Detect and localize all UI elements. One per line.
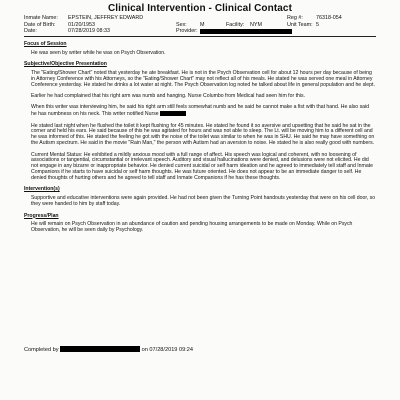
reg-value: 76318-054 xyxy=(316,15,342,21)
header-block xyxy=(24,15,380,35)
dob-label: Date of Birth: xyxy=(24,21,56,28)
note-body xyxy=(24,41,376,240)
nurse-name-redaction xyxy=(160,111,186,116)
header-row-1 xyxy=(24,15,380,22)
document-title: Clinical Intervention - Clinical Contact xyxy=(107,3,293,14)
footer-completed xyxy=(24,346,193,353)
completed-by-label: Completed by xyxy=(24,347,59,353)
focus-text: He was seen by writer while he was on Psych Observation. xyxy=(31,49,166,56)
date-value: 07/28/2019 08:33 xyxy=(68,28,110,35)
progress-text: He will remain on Psych Observation in an abundance of caution and pending housing arrangements to be made on Monday. While on Psych Observation, he will be seen daily by Psychology. xyxy=(31,221,353,234)
sex-value: M xyxy=(200,21,205,28)
interventions-text: Supportive and educative interventions were again provided. He had not been given the Turning Point handouts yesterday that were on his cell door, so they were handed to him by staff today. xyxy=(31,195,376,208)
focus-heading: Focus of Session xyxy=(24,41,67,47)
provider-redaction xyxy=(200,29,292,35)
facility-value: NYM xyxy=(250,21,262,28)
date-label: Date: xyxy=(24,28,37,35)
dob-value: 01/20/1953 xyxy=(68,21,95,28)
completed-on: on 07/28/2019 09:24 xyxy=(141,347,193,353)
subjective-heading: Subjective/Objective Presentation xyxy=(24,61,107,68)
header-row-2 xyxy=(24,22,380,29)
inmate-name-label: Inmate Name: xyxy=(24,15,58,21)
header-row-3 xyxy=(24,28,380,35)
subjective-paragraph-3-text: When this writer was interviewing him, he said his right arm still feels somewhat numb and he said he cannot make a fist with that hand. He also said he has numbness on his neck. This writer notified Nurse xyxy=(31,104,370,118)
subjective-paragraph-3 xyxy=(31,105,376,118)
subjective-paragraph-2: Earlier he had complained that his right arm was numb and hanging. Nurse Columbo from Medical had seen him for this. xyxy=(31,93,306,100)
sex-label: Sex: xyxy=(176,21,187,28)
facility-label: Facility: xyxy=(226,21,245,28)
unit-team-label: Unit Team: xyxy=(287,21,313,28)
completed-by-redaction xyxy=(60,346,140,352)
mental-status-paragraph: Current Mental Status: He exhibited a mildly anxious mood with a full range of affect. His speech was logical and coherent, with no loosening of associations or tangential, circumstantial or irrelevant speech. Auditory and visual hallucinations were denied, and delusions were not elicited. He did not engage in any bizarre or inappropriate behavior. He denied current suicidal or self harm ideation and he agreed to immediately tell staff and Inmate Companions if he starts to have suicidal or self harm thoughts. He was future oriented. He does not appear to be an immediate danger to self. He denied thoughts of hurting others and he agreed to tell staff and Inmate Companions if he has these thoughts. xyxy=(31,151,373,182)
reg-label: Reg #: xyxy=(287,15,303,21)
provider-label: Provider: xyxy=(176,28,198,35)
subjective-paragraph-4: He stated last night when he flushed the toilet it kept flushing for 45 minutes. He stated he found it so aversive and upsetting that he said he sat in the corner and held his ears. He said because of this he was agitated for hours and was not able to sleep. The Lt. will be moving him to a different cell and he was informed of this. He stated the feeling he got with the noise of the toilet was similar to when he was in SHU. He said he may have something on the Autism spectrum. He said in the movie "Rain Man," the person with Autism had an aversion to noise. He stated he is also really good with numbers. xyxy=(31,122,375,147)
header-divider xyxy=(24,36,376,37)
progress-heading: Progress/Plan xyxy=(24,212,59,219)
unit-team-value: 5 xyxy=(316,21,319,28)
interventions-heading: Intervention(s) xyxy=(24,186,60,193)
inmate-name-value: EPSTEIN, JEFFREY EDWARD xyxy=(68,15,144,21)
subjective-paragraph-1: The "Eating/Shower Chart" noted that yesterday he ate breakfast. He is not in the Psych Observation cell for about 12 hours per day because of being in Attorney Conference with his Attorneys, so the "Eating/Shower Chart" may not reflect all of his meals. He stated he was served one meal in Attorney Conference yesterday. He stated he drinks a lot water at night. The Psych Observation log noted he talked about life in general population and he slept. xyxy=(31,70,375,88)
